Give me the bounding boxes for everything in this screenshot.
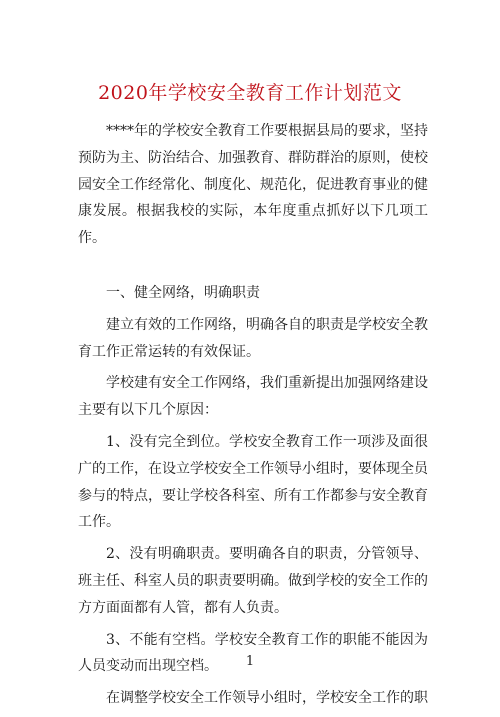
body-paragraph: 学校建有安全工作网络，我们重新提出加强网络建设主要有以下几个原因： bbox=[78, 375, 428, 419]
list-item-1: 1、没有完全到位。学校安全教育工作一项涉及面很广的工作，在设立学校安全工作领导小组时，要体现全员参与的特点，要让学校各科室、所有工作都参与安全教育工作。 bbox=[78, 433, 428, 531]
section-heading: 一、健全网络，明确职责 bbox=[106, 284, 260, 301]
document-title: 2020年学校安全教育工作计划范文 bbox=[98, 82, 402, 104]
page-number: 1 bbox=[245, 654, 255, 669]
body-paragraph: 建立有效的工作网络，明确各自的职责是学校安全教育工作正常运转的有效保证。 bbox=[78, 316, 428, 360]
body-paragraph: 在调整学校安全工作领导小组时，学校安全工作的职 bbox=[106, 690, 428, 707]
document-body bbox=[78, 118, 428, 717]
intro-paragraph: ****年的学校安全教育工作要根据县局的要求，坚持预防为主、防治结合、加强教育、群防群治的原则，使校园安全工作经常化、制度化、规范化，促进教育事业的健康发展。根据我校的实际，本年度重点抓好以下几项工作。 bbox=[78, 123, 428, 247]
list-item-3: 3、不能有空档。学校安全教育工作的职能不能因为人员变动而出现空档。 bbox=[78, 631, 428, 675]
list-item-2: 2、没有明确职责。要明确各自的职责，分管领导、班主任、科室人员的职责要明确。做到学校的安全工作的方方面面都有人管，都有人负责。 bbox=[78, 546, 428, 616]
